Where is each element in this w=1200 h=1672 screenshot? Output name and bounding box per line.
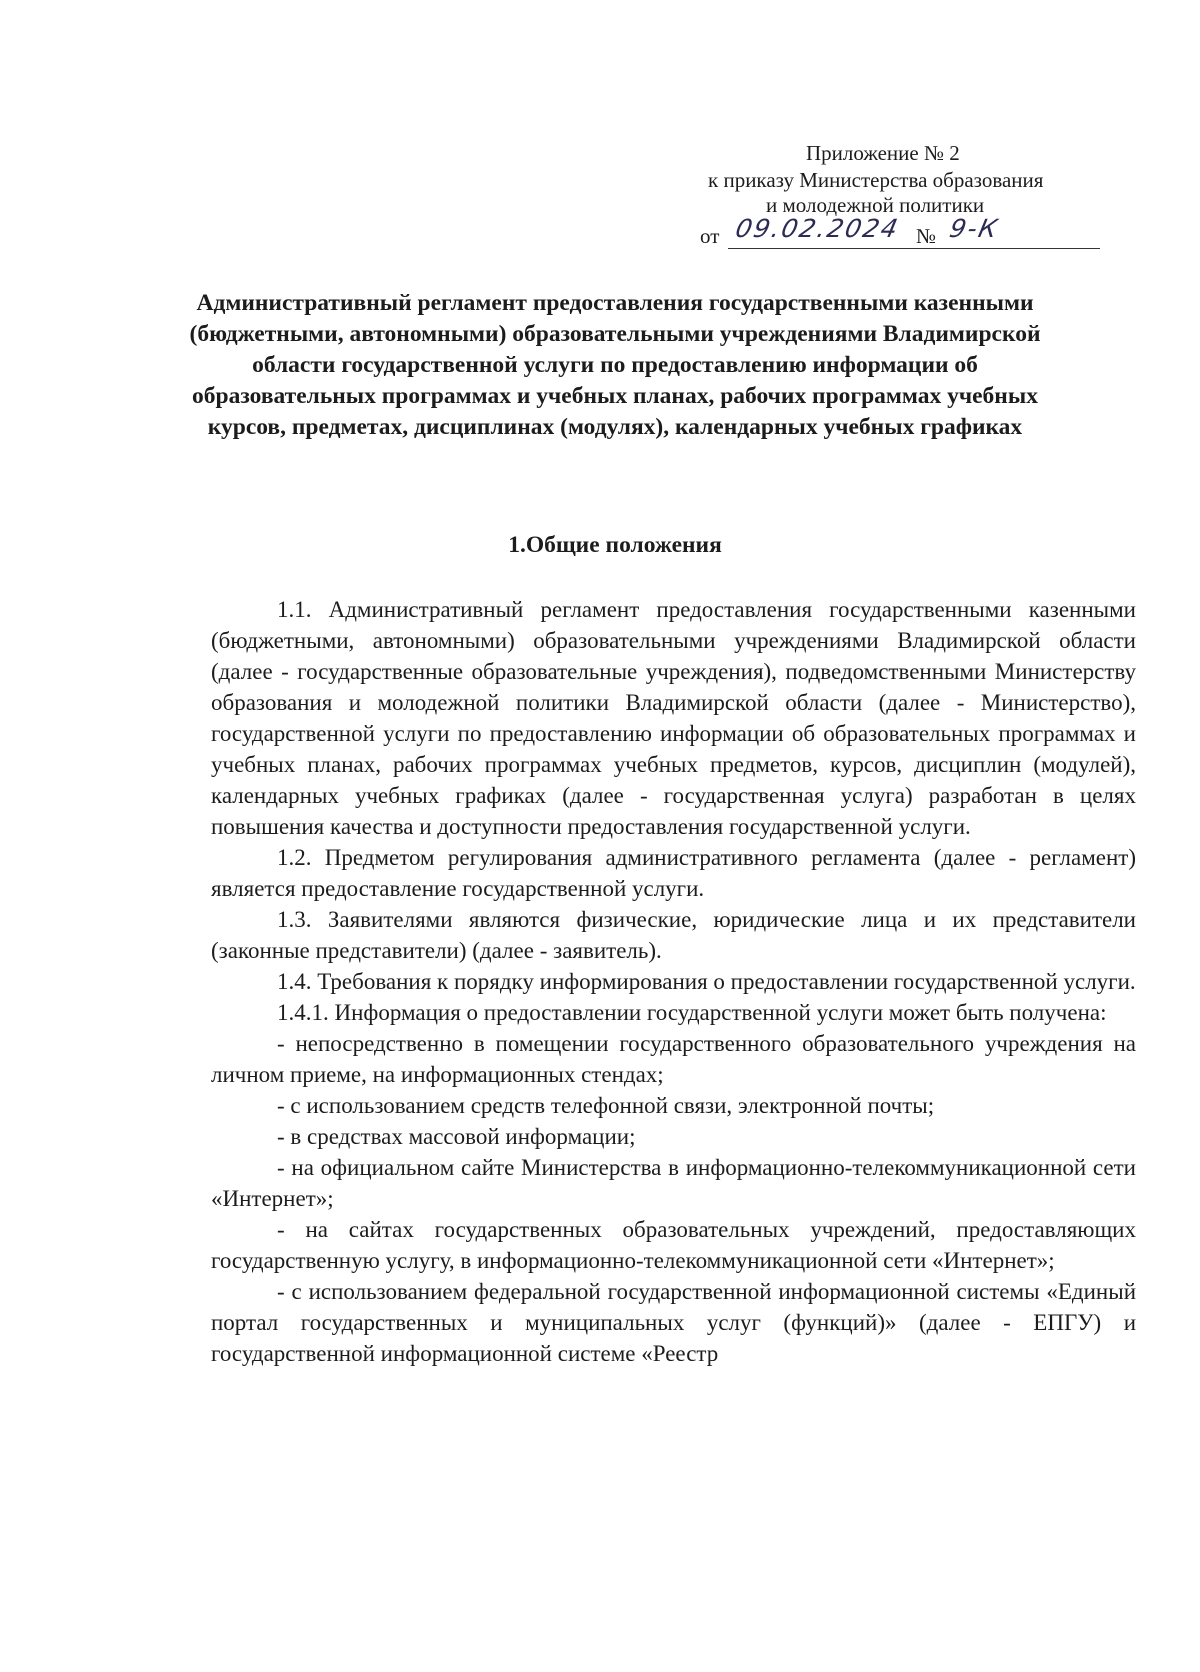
appendix-ministry: и молодежной политики	[766, 193, 985, 217]
list-item: - с использованием федеральной государственной информационной системы «Единый портал государственных и муниципальных услуг (функций)» (далее - ЕПГУ) и государственной информационной системе «Реестр	[211, 1279, 1136, 1366]
appendix-title: Приложение № 2	[806, 141, 960, 165]
appendix-order-ref: к приказу Министерства образования	[708, 168, 1044, 192]
number-sign: №	[916, 224, 937, 248]
paragraph-1-3: 1.3. Заявителями являются физические, юридические лица и их представители (законные представители) (далее - заявитель).	[211, 907, 1136, 963]
list-item: - непосредственно в помещении государственного образовательного учреждения на личном приеме, на информационных стендах;	[211, 1031, 1136, 1087]
appendix-date-number	[700, 214, 1100, 251]
signature-underline	[728, 248, 1100, 249]
list-item: - на официальном сайте Министерства в информационно-телекоммуникационной сети «Интернет»;	[211, 1155, 1136, 1211]
appendix-block	[700, 140, 1100, 251]
document-body	[211, 594, 1136, 1369]
paragraph-1-4: 1.4. Требования к порядку информирования о предоставлении государственной услуги.	[277, 969, 1136, 994]
paragraph-1-4-1: 1.4.1. Информация о предоставлении государственной услуги может быть получена:	[277, 1000, 1107, 1025]
handwritten-number: 9-К	[946, 214, 1002, 243]
date-prefix: от	[700, 224, 720, 248]
list-item: - на сайтах государственных образовательных учреждений, предоставляющих государственную услугу, в информационно-телекоммуникационной сети «Интернет»;	[211, 1217, 1136, 1273]
section-heading: 1.Общие положения	[508, 532, 722, 558]
document-title: Административный регламент предоставления государственными казенными (бюджетными, автономными) образовательными учреждениями Владимирской области государственной услуги по предоставлению информации об образовательных программах и учебных планах, рабочих программах учебных курсов, предметах, дисциплинах (модулях), календарных учебных графиках	[189, 290, 1041, 440]
paragraph-1-1: 1.1. Административный регламент предоставления государственными казенными (бюджетными, автономными) образовательными учреждениями Владимирской области (далее - государственные образовательные учреждения), подведомственными Министерству образования и молодежной политики Владимирской области (далее - Министерство), государственной услуги по предоставлению информации об образовательных программах и учебных планах, рабочих программах учебных предметов, курсов, дисциплин (модулей), календарных учебных графиках (далее - государственная услуга) разработан в целях повышения качества и доступности предоставления государственной услуги.	[211, 597, 1136, 839]
paragraph-1-2: 1.2. Предметом регулирования административного регламента (далее - регламент) является предоставление государственной услуги.	[211, 845, 1136, 901]
list-item: - с использованием средств телефонной связи, электронной почты;	[277, 1093, 935, 1118]
list-item: - в средствах массовой информации;	[277, 1124, 636, 1149]
handwritten-date: 09.02.2024	[732, 214, 903, 243]
